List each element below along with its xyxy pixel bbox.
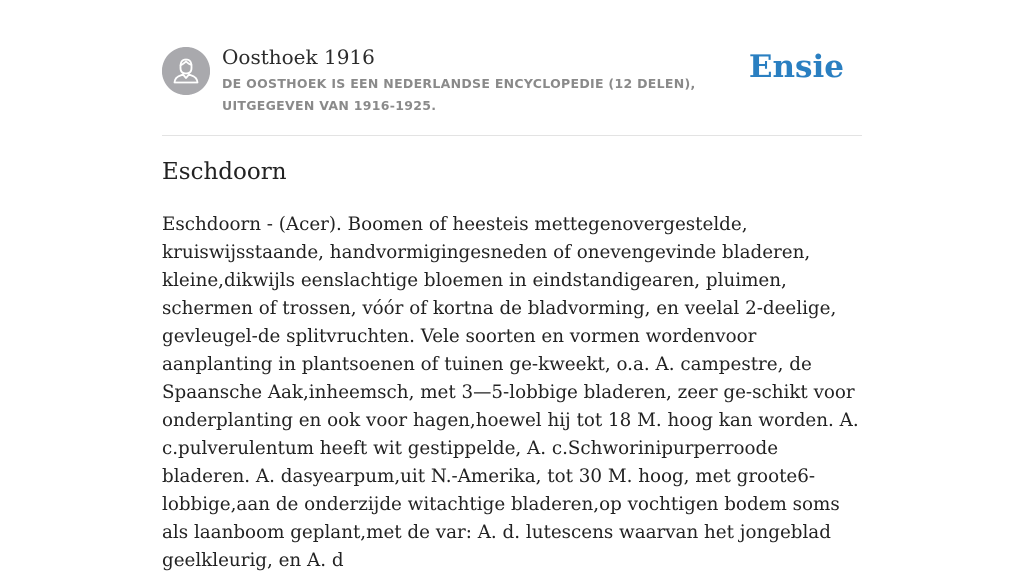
article-body [162, 211, 864, 575]
header-divider [162, 135, 862, 136]
article-paragraph: Eschdoorn - (Acer). Boomen of heesteis mettegenovergestelde, kruiswijsstaande, handvormigingesneden of onevengevinde bladeren, kleine,dikwijls eenslachtige bloemen in eindstandigearen, pluimen, schermen of trossen, vóór of kortna de bladvorming, en veelal 2-deelige, gevleugel-de splitvruchten. Vele soorten en vormen wordenvoor aanplanting in plantsoenen of tuinen ge-kweekt, o.a. A. campestre, de Spaansche Aak,inheemsch, met 3—5-lobbige bladeren, zeer ge-schikt voor onderplanting en ook voor hagen,hoewel hij tot 18 M. hoog kan worden. A. c.pulverulentum heeft wit gestippelde, A. c.Schworinipurperroode bladeren. A. dasyearpum,uit N.-Amerika, tot 30 M. hoog, met groote6-lobbige,aan de onderzijde witachtige bladeren,op vochtigen bodem soms als laanboom geplant,met de var: A. d. lutescens waarvan het jongeblad geelkleurig, en A. d [162, 214, 859, 571]
brand-logo[interactable]: Ensie [748, 49, 844, 85]
source-title[interactable]: Oosthoek 1916 [222, 45, 375, 69]
article-title: Eschdoorn [162, 159, 287, 185]
source-header [162, 44, 862, 124]
source-description: DE OOSTHOEK IS EEN NEDERLANDSE ENCYCLOPEDIE (12 DELEN), UITGEGEVEN VAN 1916-1925. [222, 76, 696, 113]
user-silhouette-icon[interactable] [162, 47, 210, 95]
